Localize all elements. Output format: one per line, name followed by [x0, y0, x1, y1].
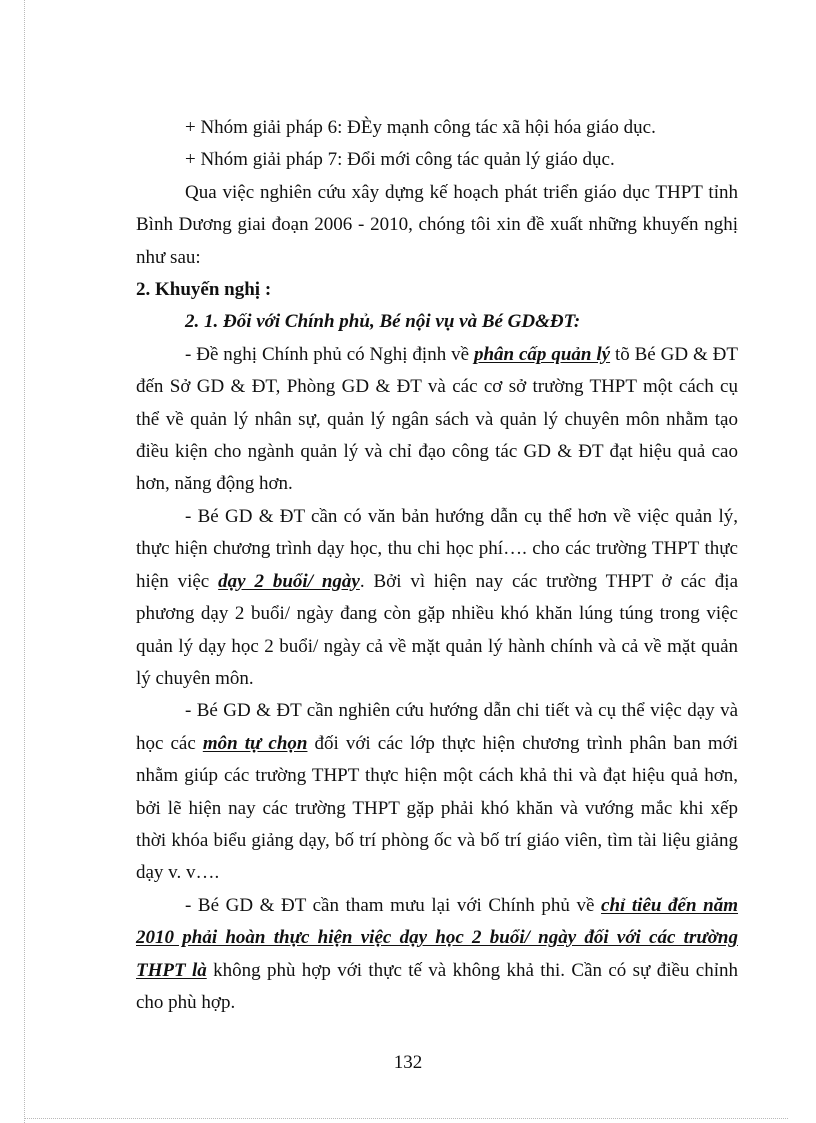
- recommendation-2-emphasis: dạy 2 buổi/ ngày: [218, 570, 360, 592]
- intro-paragraph: Qua việc nghiên cứu xây dựng kế hoạch phát triển giáo dục THPT tỉnh Bình Dương giai đoạn 2006 - 2010, chóng tôi xin đề xuất những khuyến nghị như sau:: [136, 181, 738, 268]
- page-number: 132: [393, 1052, 423, 1073]
- recommendation-4-emphasis: chỉ tiêu đến năm 2010 phải hoàn thực hiện việc dạy học 2 buổi/ ngày đối với các trường THPT là: [136, 894, 739, 981]
- page-border-bottom: [24, 1118, 788, 1119]
- recommendation-2-rest: . Bởi vì hiện nay các trường THPT ở các địa phương dạy 2 buổi/ ngày đang còn gặp nhiều khó khăn lúng túng trong việc quản lý dạy học 2 buổi/ ngày cả về mặt quản lý hành chính và cả về mặt quản lý chuyên môn.: [136, 570, 739, 689]
- page-border-left: [24, 0, 25, 1123]
- document-body: [136, 112, 738, 1019]
- recommendation-1-emphasis: phân cấp quản lý: [473, 343, 611, 365]
- recommendation-3-rest: đối với các lớp thực hiện chương trình phân ban mới nhằm giúp các trường THPT thực hiện một cách khả thi và đạt hiệu quả hơn, bởi lẽ hiện nay các trường THPT gặp phải khó khăn và vướng mắc khi xếp thời khóa biểu giảng dạy, bố trí phòng ốc và bố trí giáo viên, tìm tài liệu giảng dạy v. v….: [136, 732, 738, 884]
- recommendation-2: [136, 501, 738, 695]
- recommendation-3: [136, 695, 738, 889]
- section-heading: 2. Khuyến nghị :: [136, 279, 272, 301]
- recommendation-1-lead: - Đề nghị Chính phủ có Nghị định về: [185, 343, 474, 365]
- solution-group-6: + Nhóm giải pháp 6: ĐÈy mạnh công tác xã hội hóa giáo dục.: [185, 117, 656, 138]
- recommendation-3-lead: - Bé GD & ĐT cần nghiên cứu hướng dẫn chi tiết và cụ thể việc dạy và học các: [136, 700, 738, 754]
- recommendation-4-rest: không phù hợp với thực tế và không khả thi. Cần có sự điều chỉnh cho phù hợp.: [136, 959, 738, 1013]
- recommendation-1-rest: tõ Bé GD & ĐT đến Sở GD & ĐT, Phòng GD & ĐT và các cơ sở trường THPT một cách cụ thể về quản lý nhân sự, quản lý ngân sách và quản lý chuyên môn nhằm tạo điều kiện cho ngành quản lý và chỉ đạo công tác GD & ĐT đạt hiệu quả cao hơn, năng động hơn.: [136, 343, 738, 495]
- recommendation-1: [136, 339, 738, 501]
- recommendation-4: [136, 890, 738, 1020]
- subsection-heading: 2. 1. Đối với Chính phủ, Bé nội vụ và Bé GD&ĐT:: [185, 311, 581, 333]
- recommendation-3-emphasis: môn tự chọn: [202, 732, 308, 754]
- recommendation-4-lead: - Bé GD & ĐT cần tham mưu lại với Chính phủ về: [185, 894, 602, 916]
- recommendation-2-lead: - Bé GD & ĐT cần có văn bản hướng dẫn cụ thể hơn về việc quản lý, thực hiện chương trình dạy học, thu chi học phí…. cho các trường THPT thực hiện việc: [136, 505, 738, 592]
- solution-group-7: + Nhóm giải pháp 7: Đổi mới công tác quản lý giáo dục.: [185, 149, 615, 171]
